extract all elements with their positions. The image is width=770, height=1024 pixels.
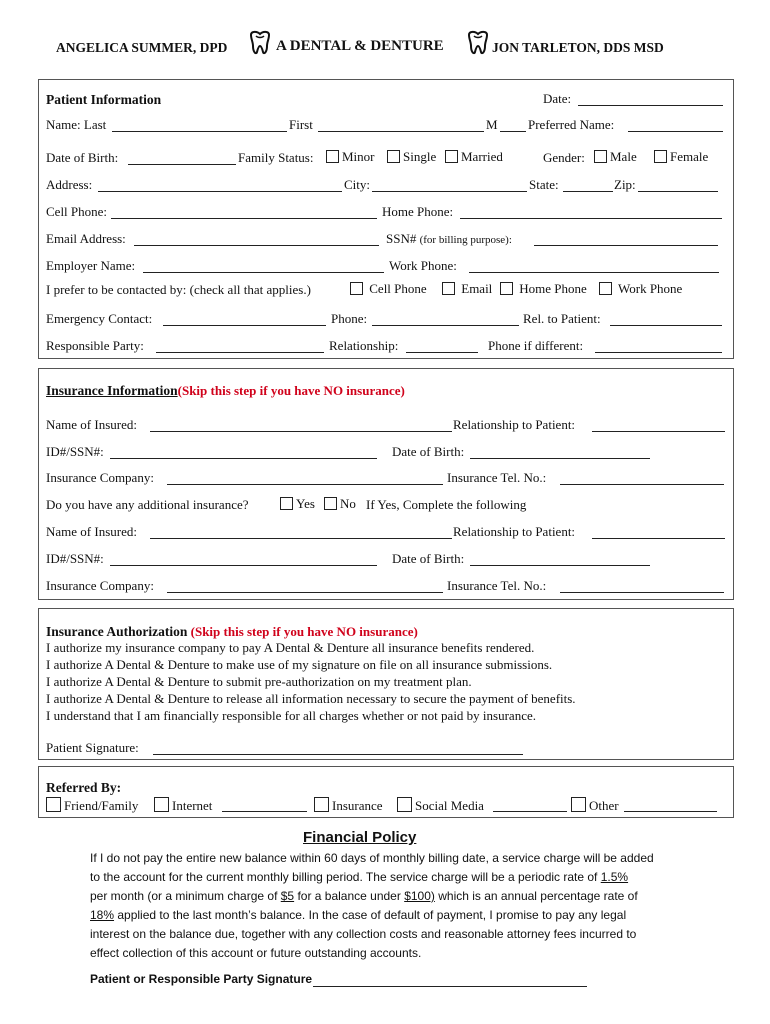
financial-text: which is an annual percentage rate of — [434, 889, 638, 903]
contact-preference-label: I prefer to be contacted by: (check all that applies.) — [46, 282, 311, 297]
insured2-dob-label: Date of Birth: — [392, 551, 465, 566]
referred-insurance-option[interactable] — [314, 797, 383, 814]
additional-insurance-label: Do you have any additional insurance? — [46, 497, 249, 512]
authorization-skip-note: (Skip this step if you have NO insurance) — [190, 624, 418, 639]
emergency-phone-field[interactable] — [372, 325, 519, 326]
referred-friend-option[interactable] — [46, 797, 138, 814]
minor-label: Minor — [342, 149, 375, 164]
contact-email-option[interactable] — [442, 281, 492, 297]
city-label: City: — [344, 177, 371, 192]
referred-friend-checkbox[interactable] — [46, 797, 61, 812]
responsible-party-label: Responsible Party: — [46, 338, 144, 353]
relationship-label: Relationship: — [329, 338, 399, 353]
preferred-name-field[interactable] — [628, 131, 723, 132]
state-field[interactable] — [563, 191, 613, 192]
single-checkbox[interactable] — [387, 150, 400, 163]
referred-social-label: Social Media — [415, 798, 484, 813]
additional-yes-label: Yes — [296, 496, 315, 511]
responsible-party-field[interactable] — [156, 352, 324, 353]
authorization-line: I authorize my insurance company to pay A Dental & Denture all insurance benefits rendered. — [46, 640, 535, 655]
annual-rate: 18% — [90, 908, 115, 922]
employer-label: Employer Name: — [46, 258, 136, 273]
ssn-note: (for billing purpose): — [419, 234, 512, 246]
additional-no-option[interactable] — [324, 496, 356, 512]
contact-cell-checkbox[interactable] — [350, 282, 363, 295]
referred-other-label: Other — [589, 798, 619, 813]
cell-phone-field[interactable] — [111, 218, 377, 219]
referred-internet-field[interactable] — [222, 811, 307, 812]
minimum-charge: $5 — [280, 889, 295, 903]
zip-label: Zip: — [614, 177, 636, 192]
referred-social-checkbox[interactable] — [397, 797, 412, 812]
financial-line: If I do not pay the entire new balance within 60 days of monthly billing date, a service charge will be added — [90, 851, 654, 865]
married-option[interactable] — [445, 149, 503, 165]
referred-insurance-label: Insurance — [332, 798, 383, 813]
authorization-line: I authorize A Dental & Denture to make use of my signature on file on all insurance submissions. — [46, 657, 553, 672]
insurance2-tel-field[interactable] — [560, 592, 724, 593]
insured-name-label: Name of Insured: — [46, 417, 137, 432]
insured2-name-label: Name of Insured: — [46, 524, 137, 539]
authorization-heading — [46, 624, 418, 640]
male-checkbox[interactable] — [594, 150, 607, 163]
address-label: Address: — [46, 177, 93, 192]
gender-label: Gender: — [543, 150, 585, 165]
minor-checkbox[interactable] — [326, 150, 339, 163]
date-field[interactable] — [578, 105, 723, 106]
referred-other-option[interactable] — [571, 797, 619, 814]
family-status-label: Family Status: — [238, 150, 314, 165]
insurance-info-heading — [46, 383, 405, 399]
additional-no-checkbox[interactable] — [324, 497, 337, 510]
minor-option[interactable] — [326, 149, 375, 165]
phone-if-different-label: Phone if different: — [488, 338, 584, 353]
insured2-id-label: ID#/SSN#: — [46, 551, 104, 566]
additional-yes-option[interactable] — [280, 496, 315, 512]
patient-signature-label: Patient Signature: — [46, 740, 139, 755]
insurance2-company-field[interactable] — [167, 592, 443, 593]
insurance2-company-label: Insurance Company: — [46, 578, 154, 593]
referred-internet-option[interactable] — [154, 797, 212, 814]
contact-cell-option[interactable] — [350, 281, 427, 297]
financial-text: for a balance under — [294, 889, 405, 903]
right-doctor-name: JON TARLETON, DDS MSD — [492, 40, 664, 55]
preferred-name-label: Preferred Name: — [528, 117, 615, 132]
left-doctor-name: ANGELICA SUMMER, DPD — [56, 40, 228, 55]
ssn-label — [386, 231, 512, 247]
date-label: Date: — [543, 91, 572, 106]
female-checkbox[interactable] — [654, 150, 667, 163]
financial-text: applied to the last month’s balance. In the case of default of payment, I promise to pay any legal — [114, 908, 627, 922]
insurance-company-label: Insurance Company: — [46, 470, 154, 485]
married-checkbox[interactable] — [445, 150, 458, 163]
email-label: Email Address: — [46, 231, 126, 246]
male-label: Male — [610, 149, 637, 164]
emergency-contact-label: Emergency Contact: — [46, 311, 153, 326]
responsible-signature-field[interactable] — [313, 986, 587, 987]
cell-phone-label: Cell Phone: — [46, 204, 108, 219]
insured-dob-label: Date of Birth: — [392, 444, 465, 459]
financial-line — [90, 868, 654, 887]
referred-social-option[interactable] — [397, 797, 484, 814]
balance-threshold: $100) — [404, 889, 435, 903]
city-field[interactable] — [372, 191, 527, 192]
dob-field[interactable] — [128, 164, 236, 165]
authorization-line: I understand that I am financially responsible for all charges whether or not paid by insurance. — [46, 708, 536, 723]
authorization-title: Insurance Authorization — [46, 624, 188, 639]
insurance-tel-label: Insurance Tel. No.: — [447, 470, 547, 485]
last-name-label: Name: Last — [46, 117, 107, 132]
middle-initial-label: M — [486, 117, 498, 132]
insurance2-tel-label: Insurance Tel. No.: — [447, 578, 547, 593]
contact-cell-label: Cell Phone — [369, 281, 427, 296]
referred-social-field[interactable] — [493, 811, 567, 812]
contact-work-option[interactable] — [599, 281, 682, 297]
contact-work-label: Work Phone — [618, 281, 683, 296]
employer-field[interactable] — [143, 272, 384, 273]
zip-field[interactable] — [638, 191, 718, 192]
ssn-text: SSN# — [386, 231, 417, 246]
referred-other-checkbox[interactable] — [571, 797, 586, 812]
female-label: Female — [670, 149, 709, 164]
insurance-company-field[interactable] — [167, 484, 443, 485]
married-label: Married — [461, 149, 503, 164]
state-label: State: — [529, 177, 559, 192]
single-label: Single — [403, 149, 437, 164]
patient-signature-field[interactable] — [153, 754, 523, 755]
referred-other-field[interactable] — [624, 811, 717, 812]
insured-id-field[interactable] — [110, 458, 377, 459]
single-option[interactable] — [387, 149, 436, 165]
contact-home-option[interactable] — [500, 281, 587, 297]
insured-name-field[interactable] — [150, 431, 452, 432]
rel-to-patient-label: Rel. to Patient: — [523, 311, 601, 326]
financial-policy-text — [90, 849, 654, 963]
contact-email-checkbox[interactable] — [442, 282, 455, 295]
address-field[interactable] — [98, 191, 342, 192]
financial-line — [90, 887, 654, 906]
practice-name: A DENTAL & DENTURE — [276, 38, 444, 54]
email-field[interactable] — [134, 245, 379, 246]
financial-line: interest on the balance due, together with any collection costs and reasonable attorney fees incurred to — [90, 927, 637, 941]
referred-internet-label: Internet — [172, 798, 213, 813]
tooth-icon — [248, 30, 272, 60]
first-name-label: First — [289, 117, 313, 132]
periodic-rate: 1.5% — [600, 870, 629, 884]
insurance-info-skip-note: (Skip this step if you have NO insurance) — [177, 383, 405, 398]
ssn-field[interactable] — [534, 245, 718, 246]
work-phone-label: Work Phone: — [389, 258, 457, 273]
rel-to-patient-field[interactable] — [610, 325, 722, 326]
male-option[interactable] — [594, 149, 637, 165]
patient-info-title: Patient Information — [46, 92, 162, 107]
referred-insurance-checkbox[interactable] — [314, 797, 329, 812]
financial-text: per month (or a minimum charge of — [90, 889, 281, 903]
financial-line: effect collection of this account or future outstanding accounts. — [90, 946, 422, 960]
insurance-tel-field[interactable] — [560, 484, 724, 485]
home-phone-label: Home Phone: — [382, 204, 454, 219]
contact-home-checkbox[interactable] — [500, 282, 513, 295]
work-phone-field[interactable] — [469, 272, 719, 273]
emergency-contact-field[interactable] — [163, 325, 326, 326]
authorization-line: I authorize A Dental & Denture to release all information necessary to secure the payment of benefits. — [46, 691, 576, 706]
insured-relationship-label: Relationship to Patient: — [453, 417, 576, 432]
phone-if-different-field[interactable] — [595, 352, 722, 353]
additional-yes-checkbox[interactable] — [280, 497, 293, 510]
insurance-info-title: Insurance Information — [46, 383, 178, 398]
tooth-icon — [466, 30, 490, 60]
responsible-signature-label: Patient or Responsible Party Signature — [90, 972, 313, 986]
contact-home-label: Home Phone — [519, 281, 587, 296]
insured-relationship-field[interactable] — [592, 431, 725, 432]
first-name-field[interactable] — [318, 131, 484, 132]
insured-id-label: ID#/SSN#: — [46, 444, 104, 459]
insured2-name-field[interactable] — [150, 538, 452, 539]
insured2-relationship-field[interactable] — [592, 538, 725, 539]
insured2-relationship-label: Relationship to Patient: — [453, 524, 576, 539]
if-yes-note: If Yes, Complete the following — [366, 497, 527, 512]
female-option[interactable] — [654, 149, 708, 165]
referred-internet-checkbox[interactable] — [154, 797, 169, 812]
financial-policy-title: Financial Policy — [303, 829, 417, 846]
authorization-statements — [46, 639, 576, 724]
referred-friend-label: Friend/Family — [64, 798, 139, 813]
authorization-line: I authorize A Dental & Denture to submit pre-authorization on my treatment plan. — [46, 674, 472, 689]
relationship-field[interactable] — [406, 352, 478, 353]
insured2-id-field[interactable] — [110, 565, 377, 566]
referred-by-title: Referred By: — [46, 780, 122, 795]
middle-initial-field[interactable] — [500, 131, 526, 132]
financial-line — [90, 906, 654, 925]
last-name-field[interactable] — [112, 131, 287, 132]
emergency-phone-label: Phone: — [331, 311, 368, 326]
home-phone-field[interactable] — [460, 218, 722, 219]
contact-email-label: Email — [461, 281, 493, 296]
insured2-dob-field[interactable] — [470, 565, 650, 566]
insured-dob-field[interactable] — [470, 458, 650, 459]
financial-text: to the account for the current monthly billing period. The service charge will be a periodic rate of — [90, 870, 601, 884]
additional-no-label: No — [340, 496, 356, 511]
dob-label: Date of Birth: — [46, 150, 119, 165]
contact-work-checkbox[interactable] — [599, 282, 612, 295]
